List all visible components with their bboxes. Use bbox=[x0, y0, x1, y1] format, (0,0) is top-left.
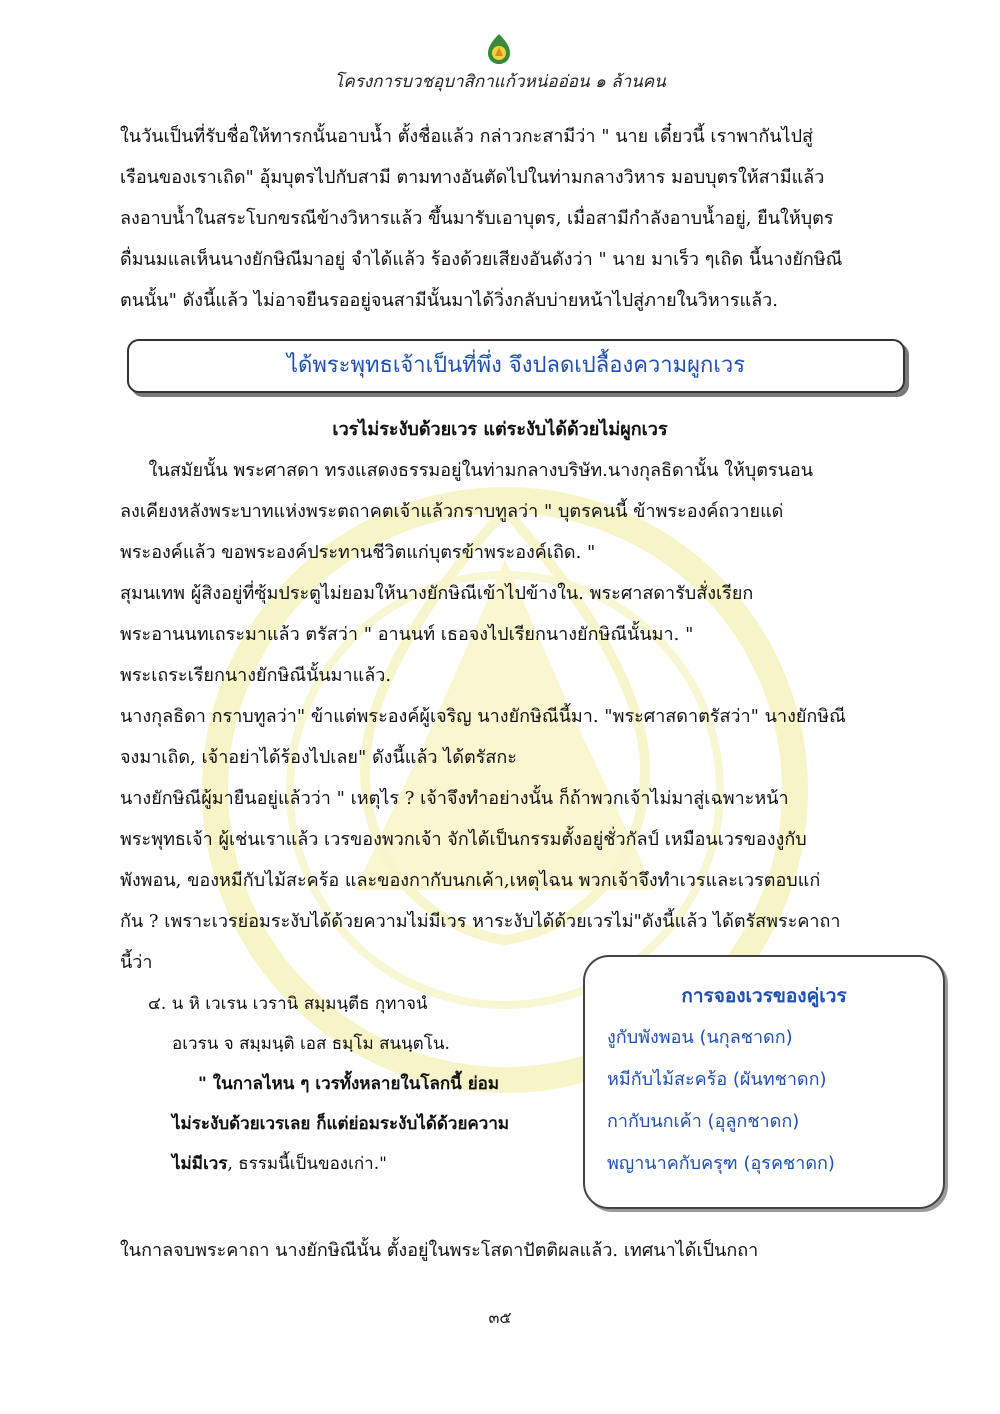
text-line: พระอานนทเถระมาแล้ว ตรัสว่า " อานนท์ เธอจงไปเรียกนางยักษิณีนั้นมา. " bbox=[120, 624, 694, 645]
box-title: การจองเวรของคู่เวร bbox=[681, 985, 847, 1007]
section-subheading: เวรไม่ระงับด้วยเวร แต่ระงับได้ด้วยไม่ผูกเวร bbox=[332, 419, 668, 440]
text-line: จงมาเถิด, เจ้าอย่าได้ร้องไปเลย" ดังนี้แล้ว ได้ตรัสกะ bbox=[120, 747, 517, 768]
verse-bold-text: ไม่มีเวร bbox=[172, 1154, 228, 1174]
verse-normal-text: , ธรรมนี้เป็นของเก่า." bbox=[227, 1154, 387, 1174]
verse-translation-line bbox=[120, 1144, 580, 1184]
text-line: นางยักษิณีผู้มายืนอยู่แล้วว่า " เหตุไร ? เจ้าจึงทำอย่างนั้น ก็ถ้าพวกเจ้าไม่มาสู่เฉพาะหน้า bbox=[120, 788, 789, 809]
text-line: ลงเคียงหลังพระบาทแห่งพระตถาคตเจ้าแล้วกราบทูลว่า " บุตรคนนี้ ข้าพระองค์ถวายแด่ bbox=[120, 501, 784, 522]
text-line: ในกาลจบพระคาถา นางยักษิณีนั้น ตั้งอยู่ในพระโสดาปัตติผลแล้ว. เทศนาได้เป็นกถา bbox=[120, 1240, 759, 1261]
enmity-pairs-box bbox=[583, 955, 945, 1209]
box-list bbox=[607, 1017, 835, 1185]
list-item: หมีกับไม้สะคร้อ (ผันทชาดก) bbox=[607, 1069, 827, 1090]
text-line: กัน ? เพราะเวรย่อมระงับได้ด้วยความไม่มีเวร หาระงับได้ด้วยเวรไม่"ดังนี้แล้ว ได้ตรัสพระคาถา bbox=[120, 911, 841, 932]
text-line: ลงอาบน้ำในสระโบกขรณีข้างวิหารแล้ว ขึ้นมารับเอาบุตร, เมื่อสามีกำลังอาบน้ำอยู่, ยืนให้บุตร bbox=[120, 208, 834, 229]
paragraph-intro bbox=[120, 116, 890, 321]
text-line: พระเถระเรียกนางยักษิณีนั้นมาแล้ว. bbox=[120, 665, 392, 686]
verse-line: อเวรน จ สมฺมนฺติ เอส ธมฺโม สนนฺตโน. bbox=[172, 1034, 450, 1054]
text-line: ดื่มนมแลเห็นนางยักษิณีมาอยู่ จำได้แล้ว ร้องด้วยเสียงอันดังว่า " นาย มาเร็ว ๆเถิด นี้นางยักษิณี bbox=[120, 249, 843, 270]
text-line: เรือนของเราเถิด" อุ้มบุตรไปกับสามี ตามทางอันตัดไปในท่ามกลางวิหาร มอบบุตรให้สามีแล้ว bbox=[120, 167, 825, 188]
pali-verse bbox=[120, 984, 580, 1184]
paragraph-end bbox=[120, 1230, 890, 1271]
verse-translation-line: " ในกาลไหน ๆ เวรทั้งหลายในโลกนี้ ย่อม bbox=[198, 1074, 500, 1094]
text-line: พระองค์แล้ว ขอพระองค์ประทานชีวิตแก่บุตรข้าพระองค์เถิด. " bbox=[120, 542, 596, 563]
text-line: ตนนั้น" ดังนี้แล้ว ไม่อาจยืนรออยู่จนสามีนั้นมาได้วิ่งกลับบ่ายหน้าไปสู่ภายในวิหารแล้ว. bbox=[120, 290, 778, 311]
section-banner: ได้พระพุทธเจ้าเป็นที่พึ่ง จึงปลดเปลื้องความผูกเวร bbox=[127, 339, 905, 393]
list-item: พญานาคกับครุฑ (อุรคชาดก) bbox=[607, 1153, 835, 1174]
paragraph-main bbox=[120, 450, 890, 983]
text-line: ในสมัยนั้น พระศาสดา ทรงแสดงธรรมอยู่ในท่ามกลางบริษัท.นางกุลธิดานั้น ให้บุตรนอน bbox=[120, 460, 814, 481]
text-line: ในวันเป็นที่รับชื่อให้ทารกนั้นอาบน้ำ ตั้งชื่อแล้ว กล่าวกะสามีว่า " นาย เดี๋ยวนี้ เราพากันไปสู่ bbox=[120, 126, 813, 147]
text-line: นี้ว่า bbox=[120, 952, 153, 973]
header-logo-icon bbox=[484, 32, 514, 66]
verse-translation-line: ไม่ระงับด้วยเวรเลย ก็แต่ย่อมระงับได้ด้วยความ bbox=[172, 1114, 510, 1134]
list-item: งูกับพังพอน (นกุลชาดก) bbox=[607, 1027, 793, 1048]
list-item: กากับนกเค้า (อุลูกชาดก) bbox=[607, 1111, 800, 1132]
header-title: โครงการบวชอุบาสิกาแก้วหน่ออ่อน ๑ ล้านคน bbox=[334, 72, 666, 92]
page-number: ๓๕ bbox=[488, 1308, 512, 1327]
verse-line: ๔. น หิ เวเรน เวรานิ สมฺมนฺตีธ กุทาจนํ bbox=[148, 994, 428, 1014]
text-line: พังพอน, ของหมีกับไม้สะคร้อ และของกากับนกเค้า,เหตุไฉน พวกเจ้าจึงทำเวรและเวรตอบแก่ bbox=[120, 870, 821, 891]
text-line: พระพุทธเจ้า ผู้เช่นเราแล้ว เวรของพวกเจ้า จักได้เป็นกรรมตั้งอยู่ชั่วกัลป์ เหมือนเวรของงูกับ bbox=[120, 829, 807, 850]
text-line: สุมนเทพ ผู้สิงอยู่ที่ซุ้มประตูไม่ยอมให้นางยักษิณีเข้าไปข้างใน. พระศาสดารับสั่งเรียก bbox=[120, 583, 754, 604]
text-line: นางกุลธิดา กราบทูลว่า" ข้าแต่พระองค์ผู้เจริญ นางยักษิณีนี้มา. "พระศาสดาตรัสว่า" นางยักษิณี bbox=[120, 706, 846, 727]
